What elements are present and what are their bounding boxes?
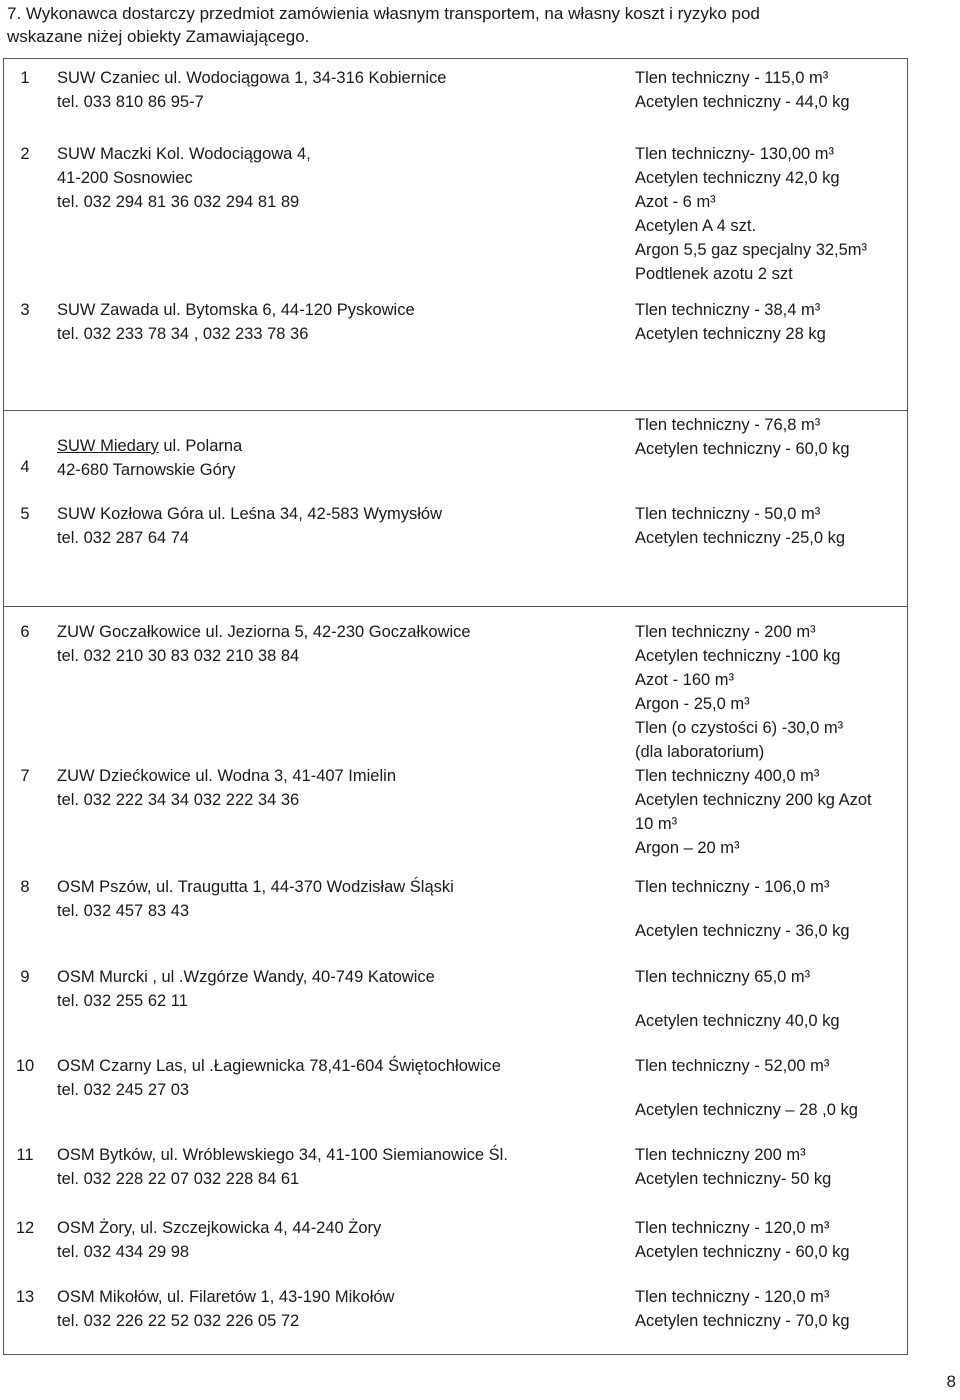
material-line: Acetylen techniczny - 70,0 kg xyxy=(635,1312,850,1330)
phone-line: tel. 032 287 64 74 xyxy=(57,529,190,547)
material-line: Argon – 20 m³ xyxy=(635,839,740,857)
row-address xyxy=(57,142,617,214)
row-address xyxy=(57,1143,617,1191)
material-line: Acetylen techniczny -25,0 kg xyxy=(635,529,846,547)
material-line: Tlen techniczny - 38,4 m³ xyxy=(635,301,821,319)
row-address xyxy=(57,434,617,482)
material-line: Tlen techniczny 65,0 m³ xyxy=(635,968,811,986)
phone-line: tel. 032 457 83 43 xyxy=(57,902,190,920)
row-address xyxy=(57,620,617,668)
row-address xyxy=(57,1216,617,1264)
row-number: 10 xyxy=(15,1057,35,1075)
material-line: Tlen techniczny - 200 m³ xyxy=(635,623,816,641)
row-address xyxy=(57,298,617,346)
material-line: Acetylen techniczny 28 kg xyxy=(635,325,826,343)
row-materials xyxy=(635,875,905,943)
table-border-top xyxy=(3,58,908,59)
material-line: Tlen techniczny - 120,0 m³ xyxy=(635,1219,830,1237)
row-address xyxy=(57,66,617,114)
row-materials xyxy=(635,1143,905,1191)
row-materials xyxy=(635,1216,905,1264)
address-line: SUW Kozłowa Góra ul. Leśna 34, 42-583 Wymysłów xyxy=(57,505,443,523)
material-line: Acetylen techniczny - 36,0 kg xyxy=(635,922,850,940)
phone-line: tel. 032 434 29 98 xyxy=(57,1243,190,1261)
address-line: ZUW Dziećkowice ul. Wodna 3, 41-407 Imielin xyxy=(57,767,396,785)
material-line: Podtlenek azotu 2 szt xyxy=(635,265,793,283)
phone-line: tel. 032 222 34 34 032 222 34 36 xyxy=(57,791,300,809)
address-line: OSM Mikołów, ul. Filaretów 1, 43-190 Mikołów xyxy=(57,1288,395,1306)
material-line: Tlen techniczny - 106,0 m³ xyxy=(635,878,830,896)
material-line: Azot - 160 m³ xyxy=(635,671,735,689)
address-line: OSM Pszów, ul. Traugutta 1, 44-370 Wodzisław Śląski xyxy=(57,878,454,896)
phone-line: tel. 032 228 22 07 032 228 84 61 xyxy=(57,1170,300,1188)
row-address xyxy=(57,875,617,923)
intro-line-1: 7. Wykonawca dostarczy przedmiot zamówienia własnym transportem, na własny koszt i ryzyko pod xyxy=(7,4,760,23)
material-line: Acetylen techniczny 40,0 kg xyxy=(635,1012,840,1030)
table-border-right xyxy=(907,58,908,1355)
row-materials xyxy=(635,1054,905,1122)
address-line: SUW Czaniec ul. Wodociągowa 1, 34-316 Kobiernice xyxy=(57,69,447,87)
material-line: Tlen techniczny 400,0 m³ xyxy=(635,767,820,785)
row-number: 8 xyxy=(20,878,30,896)
phone-line: tel. 032 245 27 03 xyxy=(57,1081,190,1099)
intro-line-2: wskazane niżej obiekty Zamawiającego. xyxy=(7,27,310,46)
material-line: Tlen techniczny - 50,0 m³ xyxy=(635,505,821,523)
row-materials xyxy=(635,298,905,346)
row-number: 2 xyxy=(20,145,30,163)
address-line: SUW Maczki Kol. Wodociągowa 4, xyxy=(57,145,311,163)
row-materials xyxy=(635,66,905,114)
material-line: Azot - 6 m³ xyxy=(635,193,716,211)
address-line: OSM Czarny Las, ul .Łagiewnicka 78,41-604 Świętochłowice xyxy=(57,1057,501,1075)
page-number: 8 xyxy=(946,1372,956,1391)
material-line: Acetylen techniczny – 28 ,0 kg xyxy=(635,1101,858,1119)
facility-name: SUW Miedary xyxy=(57,437,159,455)
row-address xyxy=(57,1054,617,1102)
phone-line: tel. 033 810 86 95-7 xyxy=(57,93,204,111)
row-number: 6 xyxy=(20,623,30,641)
material-line: Tlen techniczny 200 m³ xyxy=(635,1146,806,1164)
row-materials xyxy=(635,413,905,461)
material-line: Argon - 25,0 m³ xyxy=(635,695,750,713)
row-materials xyxy=(635,965,905,1033)
row-number: 12 xyxy=(15,1219,35,1237)
phone-line: tel. 032 210 30 83 032 210 38 84 xyxy=(57,647,300,665)
phone-line: tel. 032 226 22 52 032 226 05 72 xyxy=(57,1312,300,1330)
table-border-bottom xyxy=(3,1354,908,1355)
material-line: (dla laboratorium) xyxy=(635,743,765,761)
row-materials xyxy=(635,502,905,550)
address-line: OSM Bytków, ul. Wróblewskiego 34, 41-100 Siemianowice Śl. xyxy=(57,1146,508,1164)
material-line: Acetylen techniczny- 50 kg xyxy=(635,1170,832,1188)
row-address xyxy=(57,965,617,1013)
row-number: 4 xyxy=(20,458,30,476)
row-materials xyxy=(635,142,905,286)
row-number: 9 xyxy=(20,968,30,986)
address-line: 41-200 Sosnowiec xyxy=(57,169,193,187)
phone-line: tel. 032 255 62 11 xyxy=(57,992,188,1010)
row-materials xyxy=(635,764,905,860)
table-border-mid-2 xyxy=(3,606,908,607)
material-line: Tlen (o czystości 6) -30,0 m³ xyxy=(635,719,844,737)
address-line: 42-680 Tarnowskie Góry xyxy=(57,461,236,479)
table-border-mid-1 xyxy=(3,410,908,411)
material-line: Acetylen techniczny -100 kg xyxy=(635,647,841,665)
material-line: Tlen techniczny - 115,0 m³ xyxy=(635,69,829,87)
material-line: 10 m³ xyxy=(635,815,678,833)
address-line: OSM Żory, ul. Szczejkowicka 4, 44-240 Żory xyxy=(57,1219,382,1237)
material-line: Tlen techniczny - 52,00 m³ xyxy=(635,1057,830,1075)
material-line: Argon 5,5 gaz specjalny 32,5m³ xyxy=(635,241,868,259)
row-address xyxy=(57,764,617,812)
row-address xyxy=(57,502,617,550)
address-line: ZUW Goczałkowice ul. Jeziorna 5, 42-230 Goczałkowice xyxy=(57,623,471,641)
row-number: 1 xyxy=(20,69,30,87)
phone-line: tel. 032 294 81 36 032 294 81 89 xyxy=(57,193,300,211)
material-line: Acetylen techniczny - 60,0 kg xyxy=(635,1243,850,1261)
row-number: 7 xyxy=(20,767,30,785)
material-line: Tlen techniczny - 120,0 m³ xyxy=(635,1288,830,1306)
row-materials xyxy=(635,1285,905,1333)
material-line: Tlen techniczny - 76,8 m³ xyxy=(635,416,821,434)
row-number: 11 xyxy=(16,1146,34,1164)
street-name: ul. Polarna xyxy=(158,437,243,455)
address-line xyxy=(57,434,617,458)
row-address xyxy=(57,1285,617,1333)
address-line: OSM Murcki , ul .Wzgórze Wandy, 40-749 Katowice xyxy=(57,968,435,986)
material-line: Acetylen techniczny 200 kg Azot xyxy=(635,791,872,809)
intro-paragraph xyxy=(7,2,947,48)
material-line: Acetylen techniczny - 60,0 kg xyxy=(635,440,850,458)
material-line: Acetylen techniczny 42,0 kg xyxy=(635,169,840,187)
row-materials xyxy=(635,620,905,764)
row-number: 3 xyxy=(20,301,30,319)
material-line: Acetylen techniczny - 44,0 kg xyxy=(635,93,850,111)
phone-line: tel. 032 233 78 34 , 032 233 78 36 xyxy=(57,325,309,343)
material-line: Acetylen A 4 szt. xyxy=(635,217,757,235)
row-number: 13 xyxy=(15,1288,35,1306)
row-number: 5 xyxy=(20,505,30,523)
material-line: Tlen techniczny- 130,00 m³ xyxy=(635,145,835,163)
address-line: SUW Zawada ul. Bytomska 6, 44-120 Pyskowice xyxy=(57,301,415,319)
